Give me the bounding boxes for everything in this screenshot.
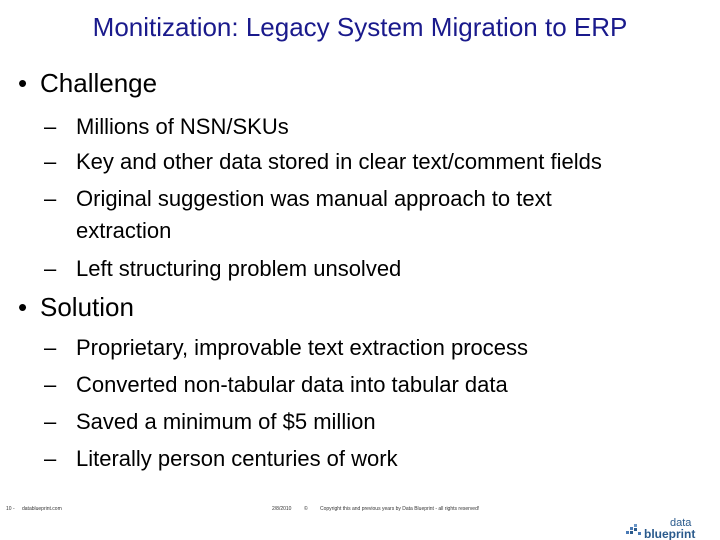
sub-item	[44, 186, 704, 214]
dash-glyph: –	[44, 256, 57, 281]
footer-copyright: Copyright this and previous years by Data Blueprint - all rights reserved!	[320, 506, 480, 512]
footer-date: 2/8/2010	[272, 506, 292, 512]
copyright-symbol: ©	[304, 506, 308, 512]
bullet-heading: Challenge	[40, 68, 158, 98]
bullet-heading: Solution	[40, 292, 134, 322]
sub-item-text: Millions of NSN/SKUs	[76, 114, 289, 139]
sub-item	[44, 446, 704, 474]
sub-item	[44, 409, 704, 437]
sub-item-text: Literally person centuries of work	[76, 446, 398, 471]
sub-item-text: Original suggestion was manual approach to text	[76, 186, 552, 211]
bullet-glyph: •	[18, 292, 28, 322]
logo-mark-icon	[626, 524, 641, 535]
dash-glyph: –	[44, 372, 57, 397]
sub-item-text: Key and other data stored in clear text/comment fields	[76, 149, 602, 174]
dash-glyph: –	[44, 446, 57, 471]
dash-glyph: –	[44, 114, 57, 139]
sub-item	[44, 256, 704, 284]
page-number: 10 -	[6, 506, 15, 512]
logo-word-blueprint: blueprint	[644, 527, 696, 540]
dash-glyph: –	[44, 149, 57, 174]
sub-item	[44, 335, 704, 363]
sub-item	[44, 114, 704, 142]
dash-glyph: –	[44, 409, 57, 434]
logo-word-data: data	[670, 517, 692, 529]
sub-item-text: extraction	[76, 218, 172, 243]
sub-item	[44, 149, 704, 177]
footer-site: datablueprint.com	[22, 506, 62, 512]
sub-item-text: Left structuring problem unsolved	[76, 256, 402, 281]
data-blueprint-logo	[626, 516, 712, 540]
bullet-solution	[18, 292, 134, 323]
dash-glyph: –	[44, 186, 57, 211]
dash-glyph: –	[44, 335, 57, 360]
bullet-challenge	[18, 68, 157, 99]
sub-item-text: Converted non-tabular data into tabular data	[76, 372, 508, 397]
sub-item	[44, 372, 704, 400]
sub-item-text: Proprietary, improvable text extraction process	[76, 335, 528, 360]
sub-item-text: Saved a minimum of $5 million	[76, 409, 376, 434]
bullet-glyph: •	[18, 68, 28, 98]
sub-item-continuation	[44, 218, 704, 246]
slide-title: Monitization: Legacy System Migration to ERP	[92, 12, 628, 42]
